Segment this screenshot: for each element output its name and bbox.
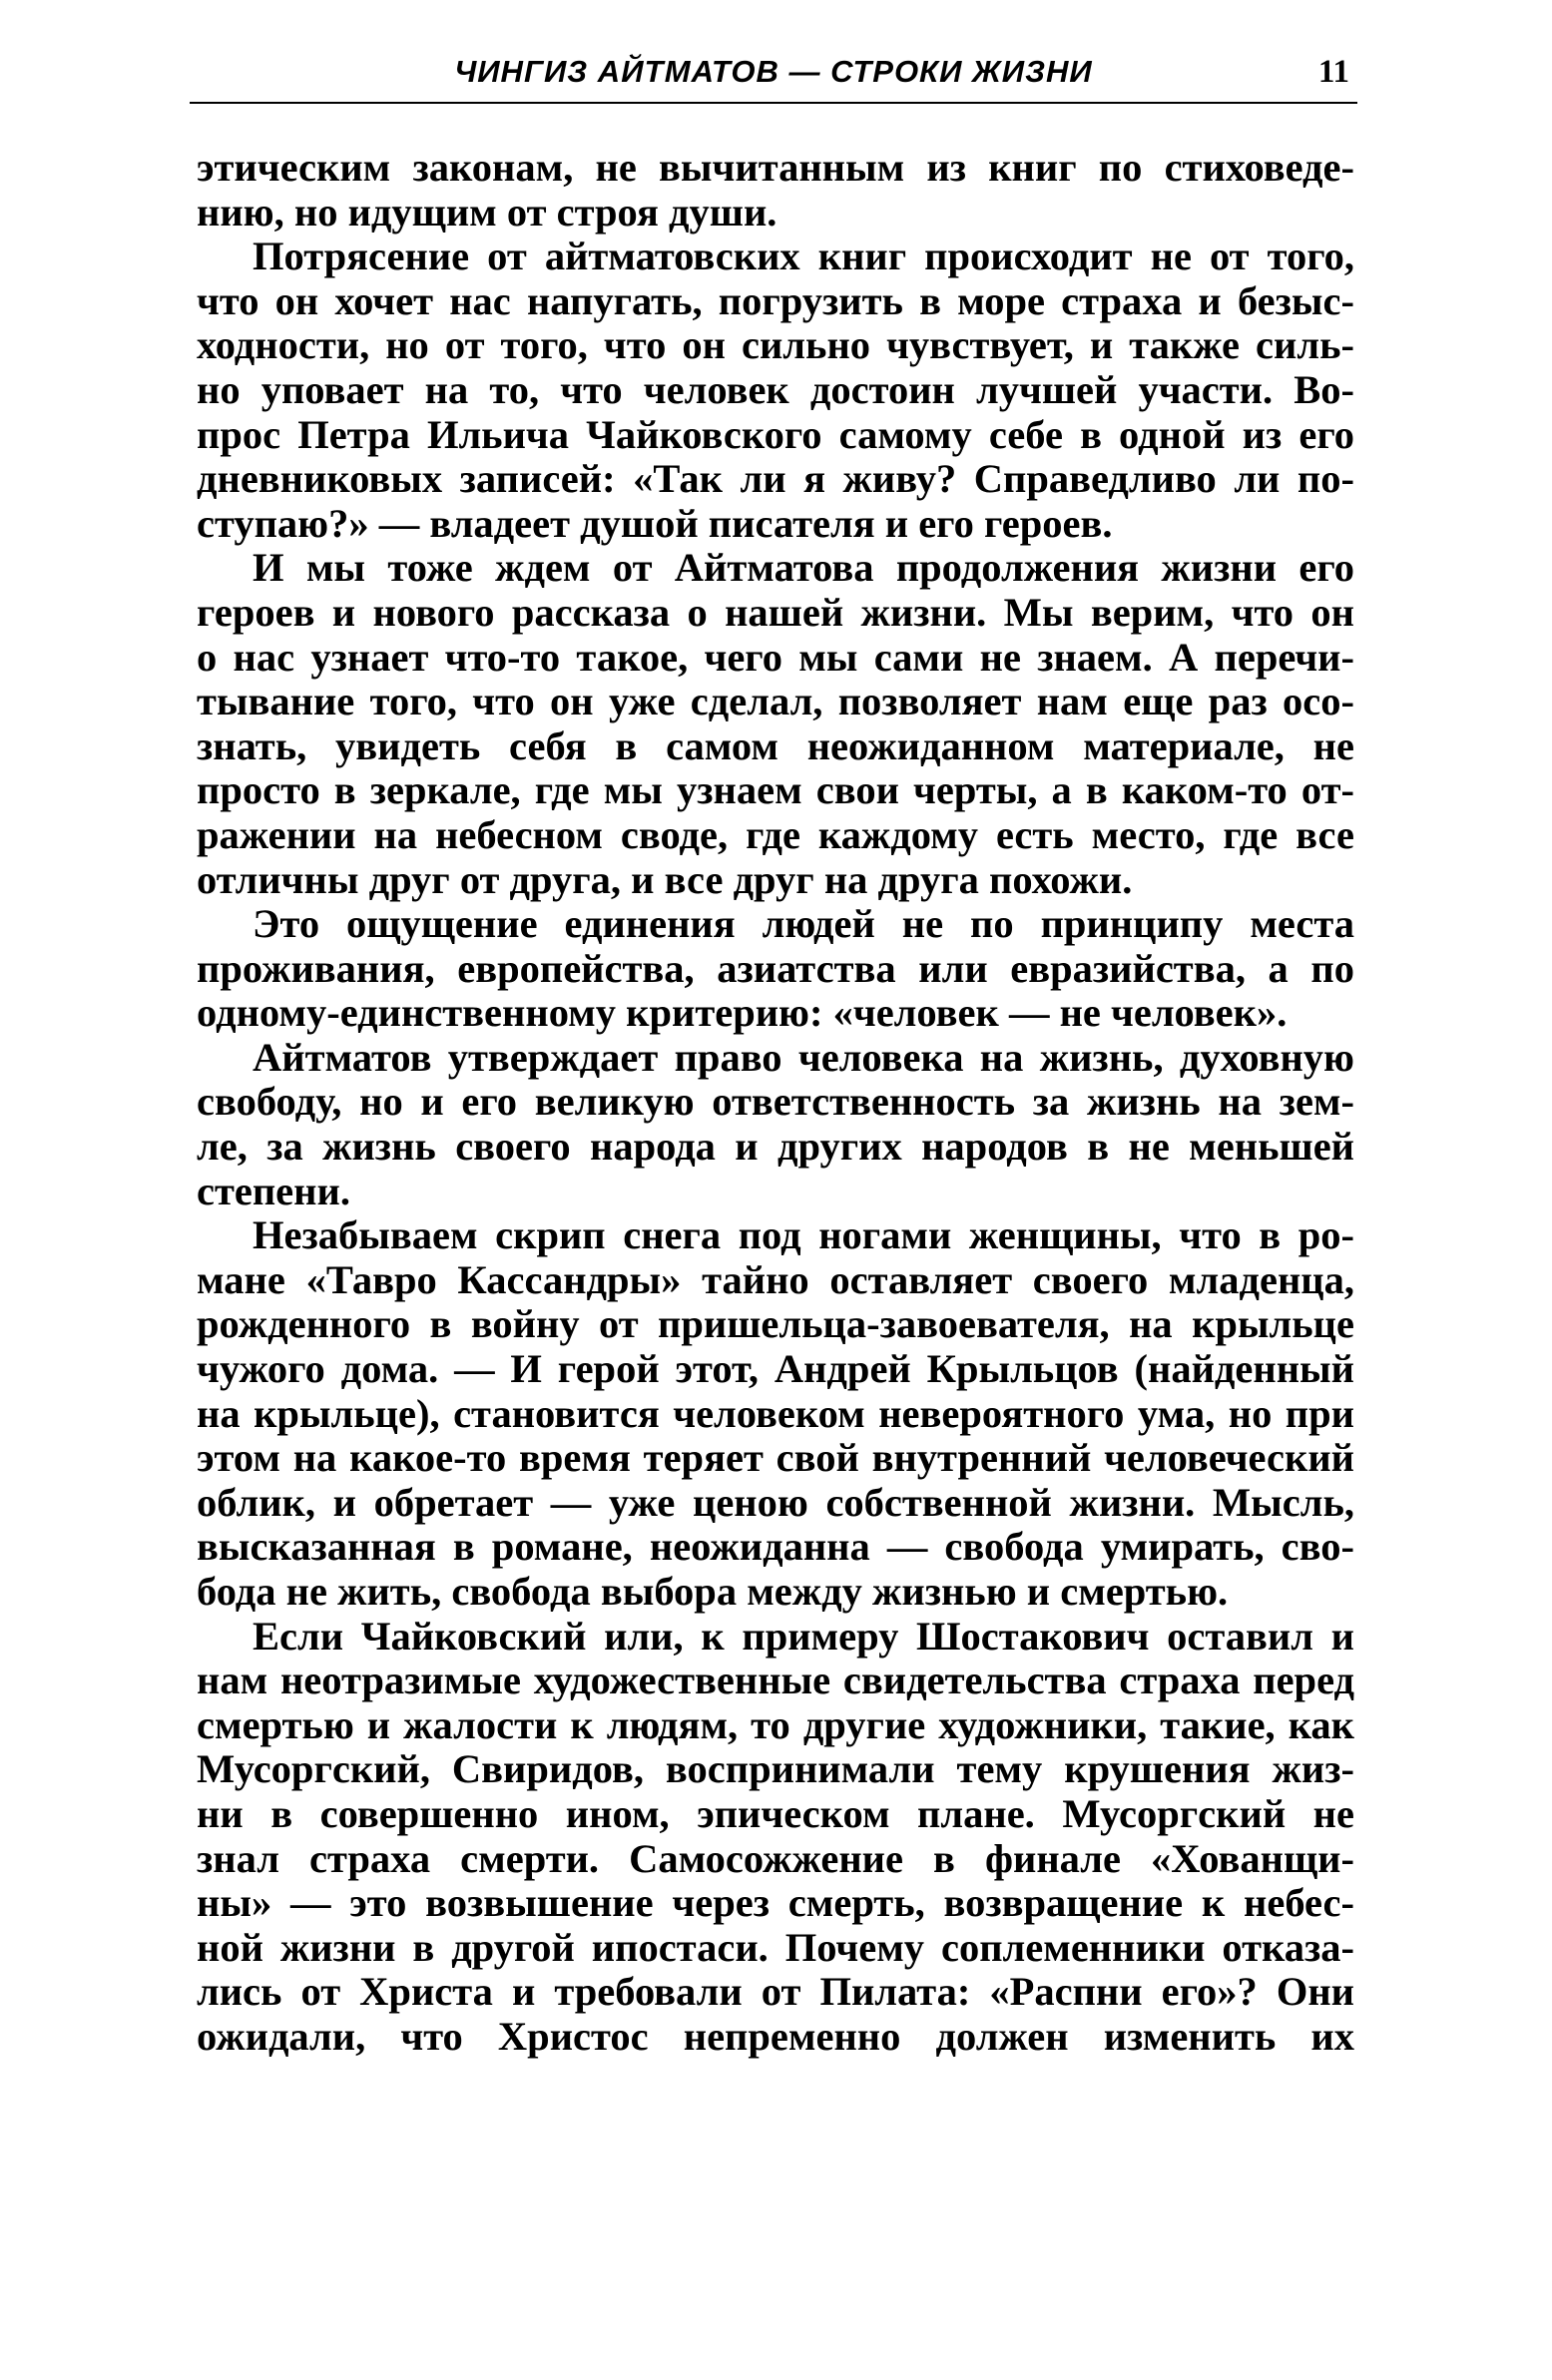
text-line: Если Чайковский или, к примеру Шостакович оставил и [253, 1614, 1354, 1659]
paragraph [197, 146, 1354, 235]
running-head [190, 52, 1357, 104]
text-line: И мы тоже ждем от Айтматова продолжения жизни его [253, 546, 1354, 591]
text-line: Незабываем скрип снега под ногами женщины, что в ро- [253, 1213, 1354, 1258]
text-line: облик, и обретает — уже ценою собственной жизни. Мысль, [197, 1480, 1354, 1525]
text-line: ступаю?» — владеет душой писателя и его героев. [197, 501, 1113, 546]
text-line: Потрясение от айтматовских книг происходит не от того, [253, 235, 1354, 279]
page-number: 11 [1317, 54, 1349, 90]
text-line: ны» — это возвышение через смерть, возвращение к небес- [197, 1881, 1354, 1926]
text-line: знать, увидеть себя в самом неожиданном материале, не [197, 723, 1354, 768]
text-line: этическим законам, не вычитанным из книг по стиховеде- [197, 146, 1354, 190]
text-line: ожидали, что Христос непременно должен изменить их [197, 2014, 1354, 2059]
text-line: ражении на небесном своде, где каждому есть место, где все [197, 812, 1354, 857]
text-line: ходности, но от того, что он сильно чувствует, и также силь- [197, 323, 1354, 368]
text-line: этом на какое-то время теряет свой внутренний человеческий [197, 1436, 1354, 1481]
text-line: лись от Христа и требовали от Пилата: «Распни его»? Они [197, 1970, 1354, 2015]
text-line: мане «Тавро Кассандры» тайно оставляет своего младенца, [197, 1257, 1354, 1302]
text-line: но уповает на то, что человек достоин лучшей участи. Во- [197, 367, 1354, 412]
paragraph [197, 546, 1354, 902]
text-line: проживания, европейства, азиатства или евразийства, а по [197, 946, 1354, 991]
text-line: нам неотразимые художественные свидетельства страха перед [197, 1659, 1354, 1703]
paragraph [197, 1036, 1354, 1213]
paragraph [197, 235, 1354, 546]
text-line: отличны друг от друга, и все друг на друга похожи. [197, 857, 1133, 902]
text-line: чужого дома. — И герой этот, Андрей Крыльцов (найденный [197, 1347, 1354, 1392]
text-line: ни в совершенно ином, эпическом плане. Мусоргский не [197, 1791, 1354, 1836]
paragraph [197, 902, 1354, 1036]
text-line: высказанная в романе, неожиданна — свобода умирать, сво- [197, 1525, 1354, 1570]
text-line: свободу, но и его великую ответственность за жизнь на зем- [197, 1080, 1354, 1125]
text-line: степени. [197, 1169, 350, 1213]
running-title: ЧИНГИЗ АЙТМАТОВ — СТРОКИ ЖИЗНИ [454, 54, 1093, 89]
text-line: тывание того, что он уже сделал, позволяет нам еще раз осо- [197, 680, 1354, 724]
text-line: бода не жить, свобода выбора между жизнью и смертью. [197, 1570, 1229, 1614]
text-line: смертью и жалости к людям, то другие художники, такие, как [197, 1702, 1354, 1747]
text-line: что он хочет нас напугать, погрузить в море страха и безыс- [197, 278, 1354, 323]
text-line: ной жизни в другой ипостаси. Почему соплеменники отказа- [197, 1925, 1354, 1970]
text-line: ле, за жизнь своего народа и других народов в не меньшей [197, 1125, 1354, 1170]
paragraph [197, 1615, 1354, 2060]
text-line: одному-единственному критерию: «человек — не человек». [197, 991, 1288, 1036]
body-text [197, 146, 1354, 2060]
text-line: просто в зеркале, где мы узнаем свои черты, а в каком-то от- [197, 768, 1354, 813]
paragraph [197, 1213, 1354, 1614]
text-line: Это ощущение единения людей не по принципу места [253, 902, 1354, 947]
text-line: дневниковых записей: «Так ли я живу? Справедливо ли по- [197, 457, 1354, 502]
text-line: Айтматов утверждает право человека на жизнь, духовную [253, 1035, 1354, 1080]
text-line: на крыльце), становится человеком невероятного ума, но при [197, 1391, 1354, 1436]
text-line: рожденного в войну от пришельца-завоевателя, на крыльце [197, 1302, 1354, 1347]
text-line: о нас узнает что-то такое, чего мы сами не знаем. А перечи- [197, 635, 1354, 680]
text-line: прос Петра Ильича Чайковского самому себе в одной из его [197, 412, 1354, 457]
text-line: знал страха смерти. Самосожжение в финале «Хованщи- [197, 1836, 1354, 1881]
text-line: героев и нового рассказа о нашей жизни. Мы верим, что он [197, 590, 1354, 635]
text-line: Мусоргский, Свиридов, воспринимали тему крушения жиз- [197, 1747, 1354, 1792]
text-line: нию, но идущим от строя души. [197, 190, 777, 235]
